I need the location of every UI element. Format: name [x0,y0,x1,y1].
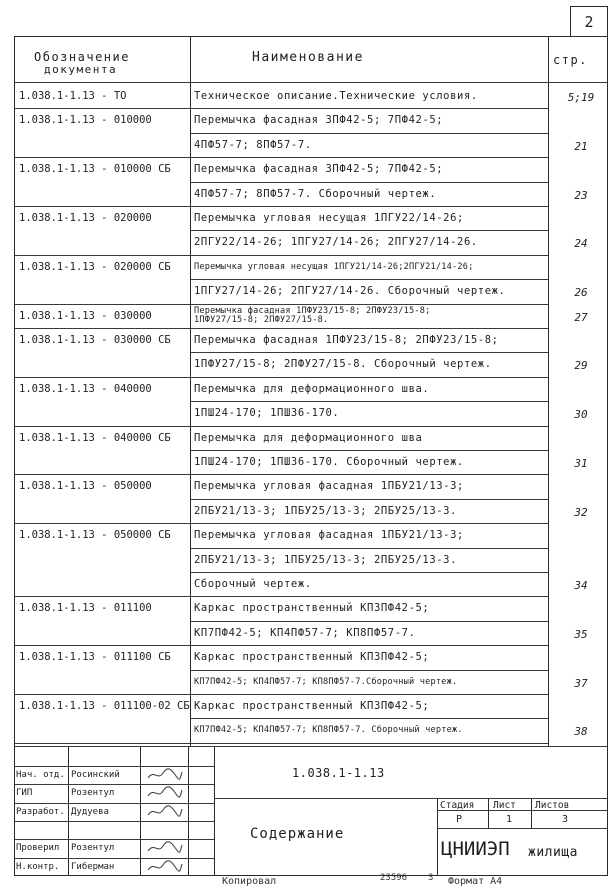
row-designation: 1.038.1-1.13 - 040000 СБ [19,431,171,444]
tb-person: Розентул [71,788,115,799]
footer-copied: Копировал [222,876,277,887]
row-designation: 1.038.1-1.13 - 030000 [19,309,152,322]
table-row [14,426,608,450]
row-designation: 1.038.1-1.13 - 050000 [19,480,152,493]
table-row [14,694,608,718]
row-name: Перемычка угловая несущая 1ПГУ21/14-26;2ПГУ21/14-26; [194,261,474,272]
table-row [14,377,608,401]
tb-role-separator [14,839,214,840]
row-name: Техническое описание.Технические условия. [194,90,478,102]
table-row [14,206,608,230]
row-page: 29 [574,359,588,373]
title-block-top [14,746,608,747]
tb-role-separator [14,858,214,859]
tb-organization-sub: жилища [528,845,578,860]
row-name-continued: 1ПФУ27/15-8; 2ПФУ27/15-8. [194,314,329,325]
row-page: 31 [574,457,588,470]
row-name: 2ПБУ21/13-3; 1ПБУ25/13-3; 2ПБУ25/13-3. [194,553,458,566]
tb-role-separator [14,821,214,822]
signature-icon [146,767,184,785]
table-row [14,718,608,742]
row-designation: 1.038.1-1.13 - 050000 СБ [19,529,171,542]
row-name: Перемычка для деформационного шва [194,431,423,444]
table-row [14,352,608,376]
row-designation: 1.038.1-1.13 - 011100 СБ [19,651,171,664]
row-page: 24 [574,237,588,251]
tb-person: Дудуева [71,806,109,817]
signature-icon [146,785,184,803]
table-row [14,401,608,425]
row-name: КП7ПФ42-5; КП4ПФ57-7; КП8ПФ57-7. Сборочный чертеж. [194,725,463,736]
tb-role: Разработ. [16,806,65,817]
row-name: Сборочный чертеж. [194,578,312,590]
table-row [14,255,608,279]
tb-stage-divider [488,798,489,828]
table-row [14,108,608,132]
row-name: Перемычка угловая фасадная 1ПБУ21/13-3; [194,529,464,542]
table-row [14,230,608,254]
table-row [14,670,608,694]
tb-role-separator [14,784,214,785]
table-row [14,474,608,498]
row-name: Каркас пространственный КП3ПФ42-5; [194,651,430,664]
header-designation-line1: Обозначение [34,50,130,64]
footer-format: Формат А4 [448,876,503,887]
tb-role-separator [14,766,214,767]
page-number-box [570,6,608,36]
tb-stage-label: Стадия [440,800,475,811]
header-designation-line2: документа [44,63,118,76]
footer-number: 23596 [380,873,408,883]
signature-icon [146,840,184,858]
tb-sheets-label: Листов [535,800,570,811]
row-page: 21 [574,139,588,153]
row-designation: 1.038.1-1.13 - 030000 СБ [19,334,171,346]
table-row [14,499,608,523]
row-page: 32 [574,505,588,519]
table-row [14,621,608,645]
row-page: 38 [574,725,588,739]
row-page: 35 [574,627,588,641]
row-name: 1ПШ24-170; 1ПШ36-170. [194,407,340,420]
signature-icon [146,859,184,877]
row-name: КП7ПФ42-5; КП4ПФ57-7; КП8ПФ57-7. [194,626,416,639]
table-row [14,157,608,181]
header-name: Наименование [252,50,364,65]
row-name: Перемычка фасадная 1ПФУ23/15-8; 2ПФУ23/15-8; [194,305,431,316]
signature-icon [146,804,184,822]
row-name: Каркас пространственный КП3ПФ42-5; [194,602,430,615]
table-row [14,279,608,303]
row-name: 1ПШ24-170; 1ПШ36-170. Сборочный чертеж. [194,456,464,468]
row-name: Перемычка фасадная 3ПФ42-5; 7ПФ42-5; [194,163,444,176]
row-name: Перемычка фасадная 1ПФУ23/15-8; 2ПФУ23/15-8; [194,334,499,346]
header-page: стр. [553,53,588,67]
tb-role-separator [14,803,214,804]
tb-organization: ЦНИИЭП [441,838,510,860]
table-row [14,328,608,352]
row-name: 2ПБУ21/13-3; 1ПБУ25/13-3; 2ПБУ25/13-3. [194,504,458,517]
table-row [14,84,608,108]
row-name: Перемычка фасадная 3ПФ42-5; 7ПФ42-5; [194,114,444,127]
table-row [14,645,608,669]
tb-title: Содержание [250,826,345,842]
row-name: 4ПФ57-7; 8ПФ57-7. [194,138,312,151]
tb-stage-values-line [437,828,608,829]
row-designation: 1.038.1-1.13 - 010000 СБ [19,163,171,176]
tb-sheet-value: 1 [506,814,513,825]
tb-sheet-divider [531,798,532,828]
table-row [14,304,608,328]
table-row [14,133,608,157]
table-row [14,572,608,596]
row-page: 23 [574,188,588,202]
row-page: 5;19 [567,91,595,104]
table-row [14,523,608,547]
row-name: 4ПФ57-7; 8ПФ57-7. Сборочный чертеж. [194,187,437,200]
tb-title-separator [214,798,608,799]
table-row [14,450,608,474]
row-designation: 1.038.1-1.13 - ТО [19,90,127,102]
row-designation: 1.038.1-1.13 - 011100-02 СБ [19,700,190,712]
tb-person: Розентул [71,843,115,854]
header-separator [14,82,608,83]
row-designation: 1.038.1-1.13 - 020000 СБ [19,260,171,273]
row-page: 27 [574,310,588,324]
row-name: 2ПГУ22/14-26; 1ПГУ27/14-26; 2ПГУ27/14-26. [194,236,478,249]
tb-person: Гиберман [71,861,115,872]
footer-number2: 3 [428,873,434,883]
tb-col4 [214,746,215,876]
table-row [14,548,608,572]
row-name: Перемычка угловая несущая 1ПГУ22/14-26; [194,212,464,224]
tb-sheet-label: Лист [493,800,516,811]
row-designation: 1.038.1-1.13 - 020000 [19,212,152,224]
tb-role: Н.контр. [16,861,60,872]
row-name: КП7ПФ42-5; КП4ПФ57-7; КП8ПФ57-7.Сборочный чертеж. [194,676,458,687]
row-page: 34 [574,579,588,592]
tb-stage-value: Р [456,814,463,825]
tb-person: Росинский [71,770,120,780]
row-page: 26 [574,286,588,300]
row-designation: 1.038.1-1.13 - 011100 [19,602,152,615]
row-name: 1ПФУ27/15-8; 2ПФУ27/15-8. Сборочный чертеж. [194,358,492,371]
tb-doc-code: 1.038.1-1.13 [292,766,385,780]
row-name: Перемычка для деформационного шва. [194,382,430,395]
row-name: 1ПГУ27/14-26; 2ПГУ27/14-26. Сборочный чертеж. [194,285,506,298]
tb-role: Проверил [16,843,60,854]
table-row [14,596,608,620]
tb-sheets-value: 3 [562,814,569,825]
row-separator [14,743,548,744]
page-number: 2 [584,12,594,31]
row-page: 37 [574,676,588,690]
table-row [14,182,608,206]
row-designation: 1.038.1-1.13 - 010000 [19,114,152,127]
tb-role: ГИП [16,788,33,799]
row-page: 30 [574,408,588,422]
row-name: Перемычка угловая фасадная 1ПБУ21/13-3; [194,480,464,493]
tb-role: Нач. отд. [16,770,65,780]
row-designation: 1.038.1-1.13 - 040000 [19,382,152,395]
row-name: Каркас пространственный КП3ПФ42-5; [194,700,430,712]
